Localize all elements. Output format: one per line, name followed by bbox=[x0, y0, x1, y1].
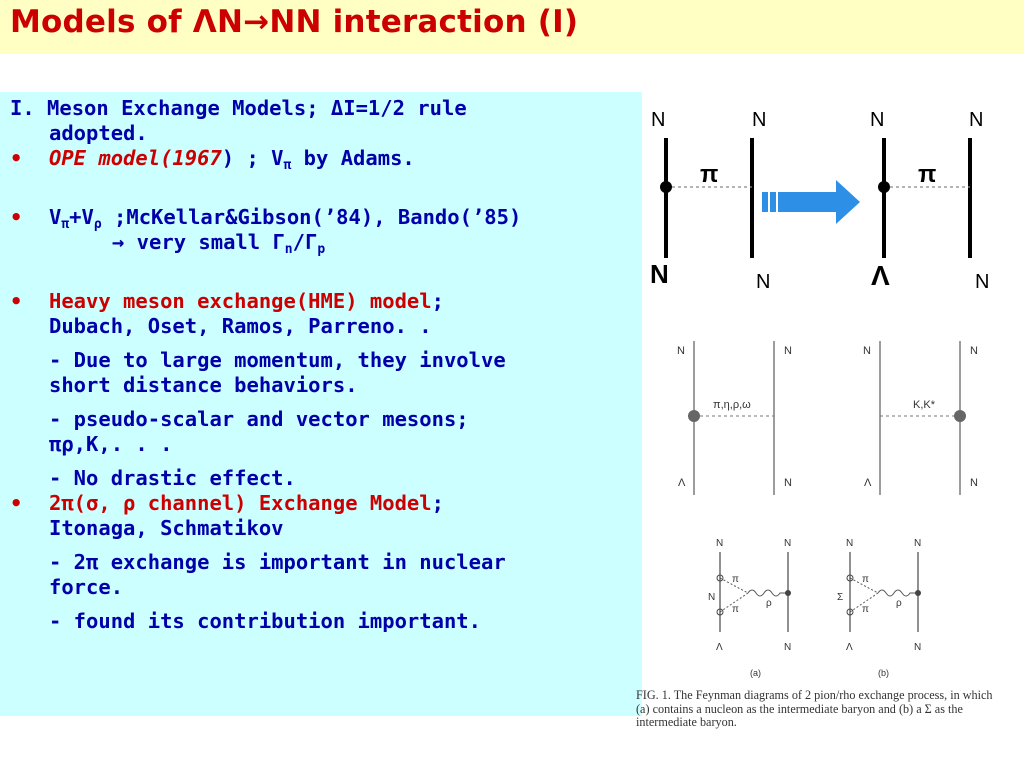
label-bottom-left: Λ bbox=[678, 477, 686, 489]
content-body bbox=[10, 96, 640, 634]
two-pion-diagram-a bbox=[708, 538, 791, 678]
label-top-right: N bbox=[784, 345, 792, 357]
bullet-ope bbox=[10, 146, 640, 171]
ratio-sub-n: n bbox=[284, 242, 293, 257]
label-top-left: N bbox=[677, 345, 685, 357]
pion-label: π bbox=[732, 604, 739, 615]
meson-label: π bbox=[918, 161, 937, 188]
label-top-right: N bbox=[969, 109, 984, 131]
label-top-left: N bbox=[870, 109, 885, 131]
twopi-note-1a: - 2π exchange is important in nuclear bbox=[49, 550, 506, 574]
figure-caption: FIG. 1. The Feynman diagrams of 2 pion/rho exchange process, in which (a) contains a nucleon as the intermediate baryon and (b) a Σ as the intermediate baryon. bbox=[636, 688, 993, 729]
diagram-left bbox=[650, 109, 770, 293]
label-top-left: N bbox=[716, 538, 724, 549]
vertex-dot bbox=[688, 410, 700, 422]
ope-model-label: OPE model(1967 bbox=[49, 146, 222, 170]
label-top-right: N bbox=[914, 538, 922, 549]
label-bottom-right: N bbox=[914, 642, 922, 653]
rho-label: ρ bbox=[766, 598, 772, 609]
bullet-dot: • bbox=[10, 491, 23, 515]
ratio-line bbox=[10, 230, 640, 255]
transition-arrow-icon bbox=[762, 180, 860, 224]
label-bottom-left: Λ bbox=[871, 260, 890, 291]
hme-authors: Dubach, Oset, Ramos, Parreno. . bbox=[49, 314, 432, 338]
label-bottom-right: N bbox=[784, 642, 792, 653]
bullet-twopi bbox=[10, 491, 640, 516]
twopi-authors: Itonaga, Schmatikov bbox=[49, 516, 284, 540]
pion-label: π bbox=[862, 604, 869, 615]
bullet-dot: • bbox=[10, 205, 23, 229]
label-top-left: N bbox=[651, 109, 666, 131]
arrow-icon: → bbox=[112, 230, 125, 254]
ope-sub: π bbox=[283, 158, 292, 173]
bullet-dot: • bbox=[10, 289, 23, 313]
hme-diagram-right bbox=[863, 341, 978, 495]
label-top-right: N bbox=[784, 538, 792, 549]
vertex-dot bbox=[785, 590, 791, 596]
label-intermediate: N bbox=[708, 592, 716, 603]
hme-label: Heavy meson exchange(HME) model bbox=[49, 289, 432, 313]
label-intermediate: Σ bbox=[837, 592, 844, 603]
bullet-vpi-vrho bbox=[10, 205, 640, 230]
ope-text: ) ; V bbox=[221, 146, 284, 170]
meson-label: π,η,ρ,ω bbox=[713, 399, 751, 411]
meson-label: π bbox=[700, 161, 719, 188]
hme-feynman-diagram bbox=[670, 335, 990, 500]
bullet-dot: • bbox=[10, 146, 23, 170]
ratio-sub-p: p bbox=[317, 242, 326, 257]
subfigure-label: (a) bbox=[750, 668, 761, 678]
label-bottom-left: Λ bbox=[846, 642, 853, 653]
pion-label: π bbox=[732, 574, 739, 585]
label-bottom-right: N bbox=[970, 477, 978, 489]
hme-semicolon: ; bbox=[431, 289, 444, 313]
twopi-semicolon: ; bbox=[431, 491, 444, 515]
v-label: V bbox=[49, 205, 62, 229]
ope-feynman-diagram bbox=[642, 100, 1024, 300]
diagram-right bbox=[870, 109, 989, 293]
label-top-right: N bbox=[752, 109, 767, 131]
two-pion-feynman-diagram bbox=[690, 532, 990, 682]
label-bottom-left: Λ bbox=[864, 477, 872, 489]
label-bottom-right: N bbox=[756, 271, 771, 293]
hme-note-2a: - pseudo-scalar and vector mesons; bbox=[49, 407, 469, 431]
vertex-dot bbox=[660, 181, 672, 193]
vertex-dot bbox=[878, 181, 890, 193]
label-top-right: N bbox=[970, 345, 978, 357]
hme-diagram-left bbox=[677, 341, 792, 495]
label-bottom-left: Λ bbox=[716, 642, 723, 653]
label-top-left: N bbox=[863, 345, 871, 357]
twopi-note-1b: force. bbox=[49, 575, 124, 599]
bullet-hme bbox=[10, 289, 640, 314]
label-bottom-left: N bbox=[650, 259, 669, 289]
label-bottom-right: N bbox=[975, 271, 990, 293]
slide-title: Models of ΛN→NN interaction (I) bbox=[10, 4, 579, 40]
heading-text-cont: adopted. bbox=[49, 121, 148, 145]
vertex-dot bbox=[915, 590, 921, 596]
two-pion-diagram-b bbox=[837, 538, 921, 678]
heading-line-2 bbox=[10, 121, 640, 146]
ope-author: by Adams. bbox=[291, 146, 415, 170]
rho-line bbox=[748, 590, 788, 596]
subfigure-label: (b) bbox=[878, 668, 889, 678]
v-sub-rho: ρ bbox=[93, 217, 102, 232]
ratio-text: very small Γ bbox=[124, 230, 285, 254]
rho-label: ρ bbox=[896, 598, 902, 609]
v-sub-pi: π bbox=[61, 217, 70, 232]
hme-note-1b: short distance behaviors. bbox=[49, 373, 358, 397]
meson-label: K,K* bbox=[913, 399, 936, 411]
heading-line-1 bbox=[10, 96, 640, 121]
label-bottom-right: N bbox=[784, 477, 792, 489]
ratio-slash: /Γ bbox=[292, 230, 318, 254]
twopi-note-2: - found its contribution important. bbox=[49, 609, 481, 633]
v-plus: +V bbox=[69, 205, 94, 229]
label-top-left: N bbox=[846, 538, 854, 549]
vpi-refs: ;McKellar&Gibson(’84), Bando(’85) bbox=[101, 205, 522, 229]
twopi-label: 2π(σ, ρ channel) Exchange Model bbox=[49, 491, 432, 515]
hme-note-2b: πρ,K,. . . bbox=[49, 432, 173, 456]
hme-note-3: - No drastic effect. bbox=[49, 466, 296, 490]
heading-text: I. Meson Exchange Models; ΔI=1/2 rule bbox=[10, 96, 467, 120]
pion-label: π bbox=[862, 574, 869, 585]
hme-note-1a: - Due to large momentum, they involve bbox=[49, 348, 506, 372]
rho-line bbox=[878, 590, 918, 596]
vertex-dot bbox=[954, 410, 966, 422]
